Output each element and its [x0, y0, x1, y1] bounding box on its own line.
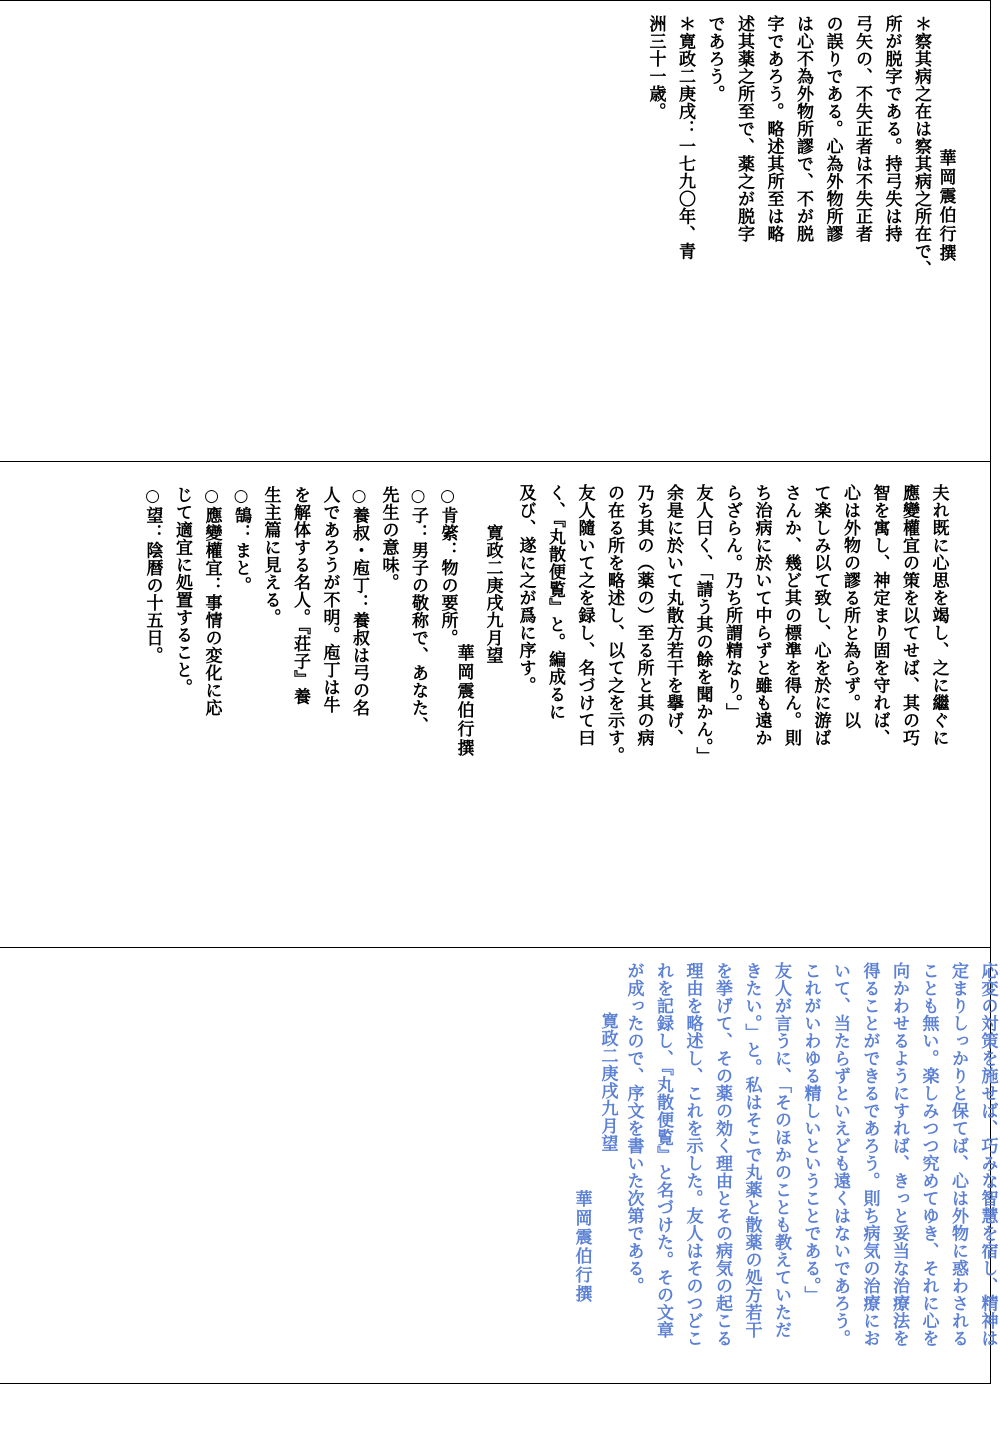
- annotation-notes: [640, 15, 935, 278]
- translation-line: いて、当たらずといえども遠くはないであろう。: [830, 962, 850, 1347]
- text-line: の在る所を略述し、以て之を示す。: [604, 484, 624, 764]
- date-line: 寛政二庚戌九月望: [597, 1012, 618, 1152]
- note-line: ＊察其病之在は察其病之所在で、: [911, 15, 931, 278]
- text-line: らざらん。乃ち所謂精なり。」: [722, 484, 742, 721]
- note-line: 洲三十一歳。: [645, 15, 666, 120]
- gloss-line: 先生の意味。: [378, 486, 399, 591]
- translation-line: 応変の対策を施せば、巧みな智慧を宿し、精神は: [977, 962, 998, 1347]
- text-line: 應變權宜の策を以てせば、其の巧: [899, 484, 919, 747]
- gloss-line: ○養叔・庖丁：養叔は弓の名: [349, 486, 369, 717]
- text-line: さんか、幾ど其の標準を得ん。則: [781, 484, 801, 747]
- translation-line: きたい。」と。私はそこで丸薬と散薬の処方若干: [741, 962, 762, 1339]
- gloss-line: 人であろうが不明。庖丁は牛: [319, 486, 340, 714]
- text-line: 及び、遂に之が爲に序す。: [515, 484, 536, 694]
- text-line: 友人曰く、「請う其の餘を聞かん。」: [692, 484, 713, 765]
- translation-line: 友人が言うに、「そのほかのことも教えていただ: [771, 962, 791, 1339]
- translation-line: れを記録し、『丸散便覧』と名づけた。その文章: [653, 962, 673, 1339]
- author-signature: 華岡震伯行撰: [453, 644, 474, 758]
- text-line: 余是に於いて丸散方若干を擧げ、: [663, 484, 683, 747]
- translation-text: [618, 962, 1000, 1347]
- translation-line: が成ったので、序文を書いた次第である。: [623, 962, 644, 1295]
- note-line: であろう。: [704, 15, 725, 103]
- text-line: て楽しみ以て致し、心を於に游ば: [810, 484, 831, 747]
- note-line: 弓矢の、不失正者は不失正者: [852, 15, 872, 243]
- author-signature: 華岡震伯行撰: [571, 1190, 592, 1304]
- text-line: 心は外物の謬る所と為らず。以: [840, 484, 860, 729]
- text-line: く、『丸散便覧』と。編成るに: [545, 484, 565, 721]
- classical-text: [510, 484, 953, 765]
- note-line: ＊寛政二庚戌：一七九〇年、青: [675, 15, 695, 260]
- page-panel-2: [0, 462, 991, 948]
- date-line: 寛政二庚戌九月望: [482, 524, 503, 664]
- gloss-line: を解体する名人。『荘子』養: [290, 486, 310, 705]
- text-line: 智を寓し、神定まり固を守れば、: [869, 484, 890, 747]
- translation-line: 理由を略述し、これを示した。友人はそのつどこ: [682, 962, 703, 1347]
- translation-line: 得ることができるであろう。則ち病気の治療にお: [859, 962, 880, 1347]
- gloss-line: ○望：陰暦の十五日。: [142, 486, 163, 664]
- note-line: 所が脱字である。持弓失は持: [881, 15, 902, 243]
- translation-line: ことも無い。楽しみつつ究めてゆき、それに心を: [918, 962, 939, 1347]
- note-line: 述其薬之所至で、薬之が脱字: [734, 15, 754, 243]
- gloss-line: 生主篇に見える。: [260, 486, 281, 626]
- gloss-line: ○肯綮：物の要所。: [437, 486, 458, 647]
- text-line: 友人隨いて之を録し、名づけて曰: [574, 484, 595, 747]
- gloss-line: ○應變權宜：事情の変化に応: [201, 486, 222, 717]
- translation-line: を挙げて、その薬の効く理由とその病気の起こる: [712, 962, 732, 1347]
- gloss-line: ○子：男子の敬称で、あなた、: [408, 486, 428, 734]
- translation-line: 定まりしっかりと保てば、心は外物に惑わされる: [948, 962, 968, 1347]
- page-panel-1: [0, 0, 991, 462]
- page-panel-3: [0, 948, 998, 1384]
- translation-line: これがいわゆる精しいということである。」: [800, 962, 821, 1304]
- gloss-line: ○鵠：まと。: [231, 486, 251, 594]
- text-line: ち治病に於いて中らずと雖も遠か: [751, 484, 772, 747]
- glossary-notes: [137, 486, 462, 734]
- note-line: の誤りである。心為外物所謬: [822, 15, 843, 243]
- translation-line: 向かわせるようにすれば、きっと妥当な治療法を: [889, 962, 909, 1347]
- note-line: 字であろう。略述其所至は略: [763, 15, 784, 243]
- text-line: 夫れ既に心思を竭し、之に繼ぐに: [928, 484, 949, 747]
- author-signature: 華岡震伯行撰: [935, 149, 956, 263]
- note-line: は心不為外物所謬で、不が脱: [793, 15, 813, 243]
- gloss-line: じて適宜に処置すること。: [172, 486, 192, 696]
- text-line: 乃ち其の（薬の）至る所と其の病: [633, 484, 654, 747]
